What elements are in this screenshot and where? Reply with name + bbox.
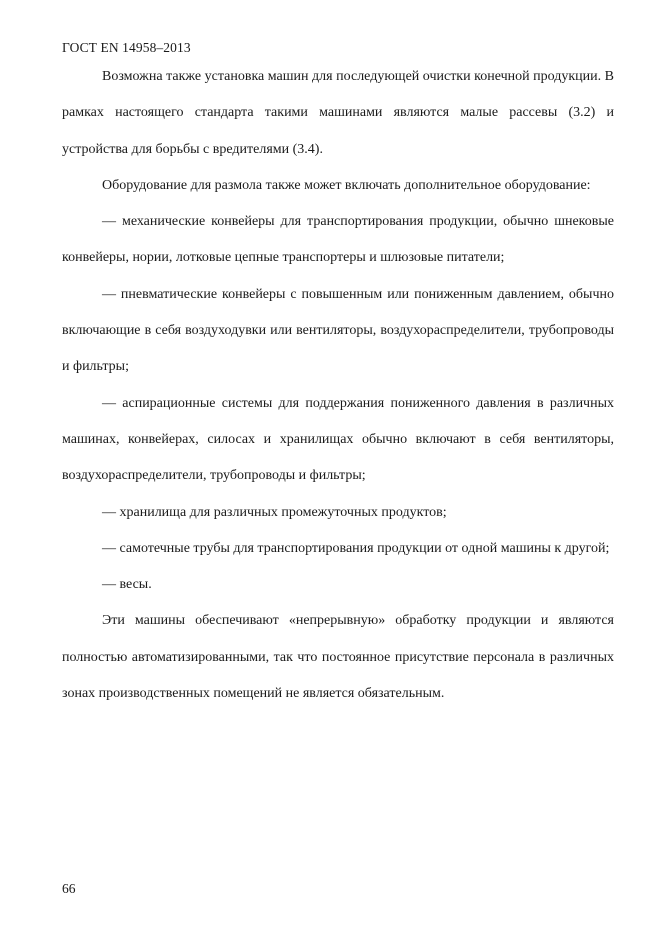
paragraph-additional-equipment: Оборудование для размола также может включать дополнительное оборудование: xyxy=(102,177,591,193)
page-header-standard-code: ГОСТ EN 14958–2013 xyxy=(62,40,191,55)
list-item-gravity-pipes: — самотечные трубы для транспортирования продукции от одной машины к другой; xyxy=(102,540,610,556)
paragraph-automation: Эти машины обеспечивают «непрерывную» обработку продукции и являются полностью автоматизированными, так что постоянное присутствие персонала в различных зонах производственных помещений не является обязательным. xyxy=(62,613,614,702)
list-item-mechanical-conveyors: — механические конвейеры для транспортирования продукции, обычно шнековые конвейеры, нории, лотковые цепные транспортеры и шлюзовые питатели; xyxy=(62,214,614,266)
paragraph-cleaning-machines: Возможна также установка машин для последующей очистки конечной продукции. В рамках настоящего стандарта такими машинами являются малые рассевы (3.2) и устройства для борьбы с вредителями (3.4). xyxy=(62,69,614,157)
page-number: 66 xyxy=(62,881,76,896)
list-item-aspiration-systems: — аспирационные системы для поддержания пониженного давления в различных машинах, конвейерах, силосах и хранилищах обычно включают в себя вентиляторы, воздухораспределители, трубопроводы и фильтры; xyxy=(62,395,614,484)
document-body xyxy=(62,59,614,712)
list-item-scales: — весы. xyxy=(102,577,152,593)
list-item-pneumatic-conveyors: — пневматические конвейеры с повышенным или пониженным давлением, обычно включающие в себя воздуходувки или вентиляторы, воздухораспределители, трубопроводы и фильтры; xyxy=(62,286,614,375)
list-item-storage-bins: — хранилища для различных промежуточных продуктов; xyxy=(102,504,447,520)
